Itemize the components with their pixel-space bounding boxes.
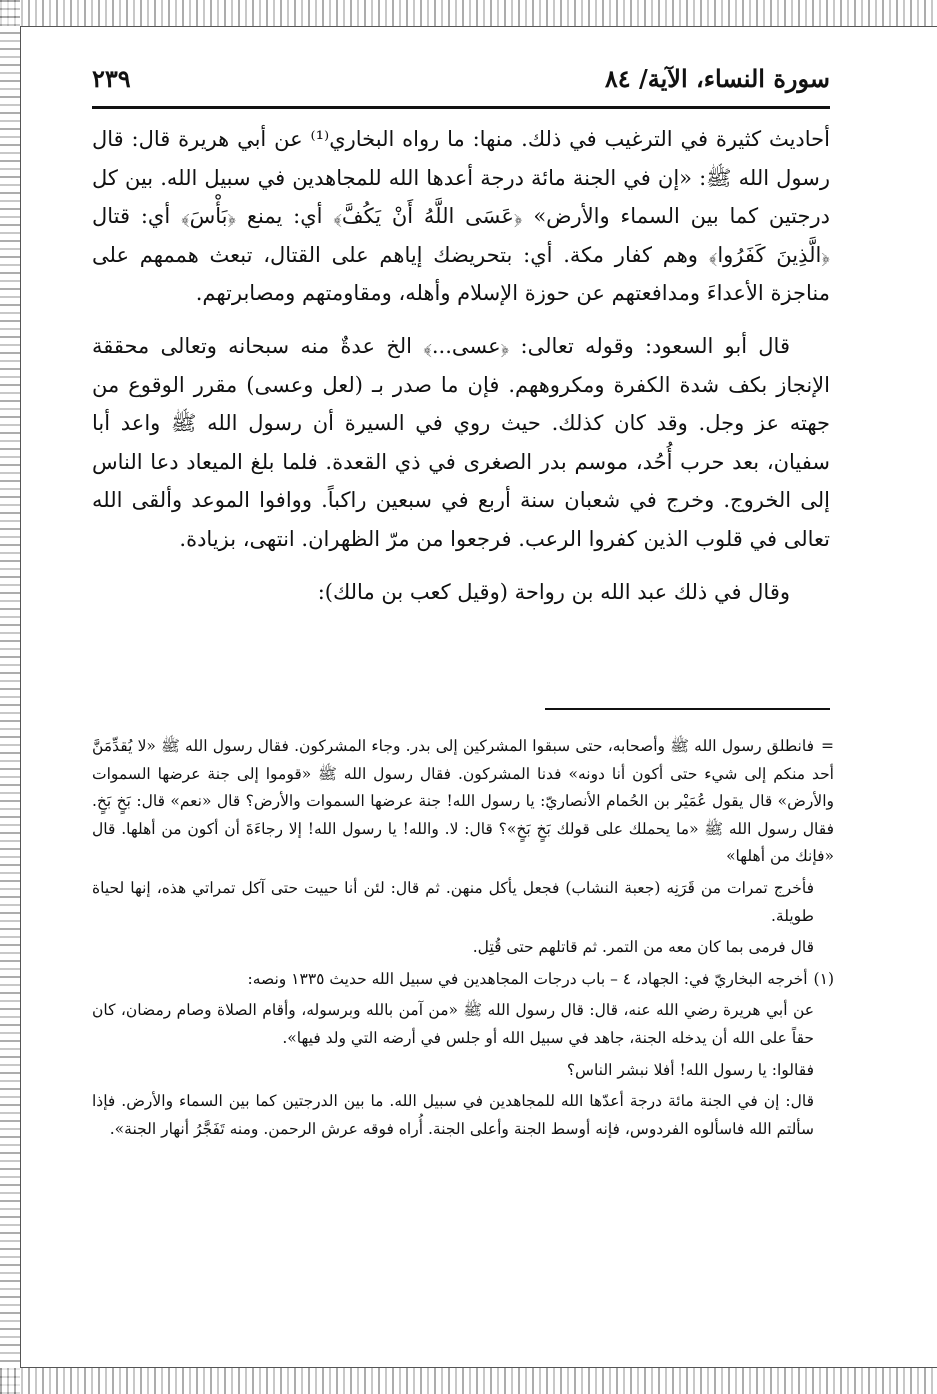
header-rule (92, 106, 830, 109)
main-text (92, 120, 830, 625)
main-paragraph: وقال في ذلك عبد الله بن رواحة (وقيل كعب بن مالك): (317, 579, 790, 604)
main-paragraph: أحاديث كثيرة في الترغيب في ذلك. منها: ما رواه البخاري⁽¹⁾ عن أبي هريرة قال: قال رسول الله ﷺ: «إن في الجنة مائة درجة أعدها الله للمجاهدين في سبيل الله. بين كل درجتين كما بين السماء والأرض» ﴿عَسَى اللَّهُ أَنْ يَكُفَّ﴾ أي: يمنع ﴿بَأْسَ﴾ أي: قتال ﴿الَّذِينَ كَفَرُوا﴾ وهم كفار مكة. أي: بتحريضك إياهم على القتال، تبعث هممهم على مناجزة الأعداءَ ومدافعتهم عن حوزة الإسلام وأهله، ومقاومتهم ومصابرتهم. (92, 127, 830, 306)
ornamental-border-left (0, 0, 20, 1394)
running-title: سورة النساء، الآية/ ٨٤ (604, 64, 830, 93)
ornamental-border-top (0, 0, 937, 26)
ornamental-border-bottom (0, 1368, 937, 1394)
footnote-separator (545, 708, 830, 710)
footnote-paragraph: قال: إن في الجنة مائة درجة أعدّها الله للمجاهدين في سبيل الله. ما بين الدرجتين كما بين السماء والأرض. فإذا سألتم الله فاسألوه الفردوس، فإنه أوسط الجنة وأعلى الجنة. أُراه فوقه عرش الرحمن. ومنه تَفَجَّرُ أنهار الجنة». (92, 1092, 814, 1138)
footnote-continuation (92, 733, 834, 871)
footnote-number: (١) (813, 969, 834, 988)
continuation-marker: = (821, 737, 834, 755)
inner-frame-line-top (20, 26, 937, 27)
main-paragraph: قال أبو السعود: وقوله تعالى: ﴿عسى...﴾ الخ عدةٌ منه سبحانه وتعالى محققة الإنجاز بكف شدة الكفرة ومكروههم. فإن ما صدر بـ (لعل وعسى) مقرر الوقوع من جهته عز وجل. وقد كان كذلك. حيث روي في السيرة أن رسول الله ﷺ واعد أبا سفيان، بعد حرب أُحُد، موسم بدر الصغرى في ذي القعدة. فلما بلغ الميعاد دعا الناس إلى الخروج. وخرج في شعبان سنة أربع في سبعين راكباً. ووافوا الموعد وألقى الله تعالى في قلوب الذين كفروا الرعب. فرجعوا من مرّ الظهران. انتهى، بزيادة. (92, 333, 830, 551)
page-header (92, 64, 830, 104)
footnote-text: فانطلق رسول الله ﷺ وأصحابه، حتى سبقوا المشركين إلى بدر. وجاء المشركون. فقال رسول الله ﷺ «لا يُقدِّمَنَّ أحد منكم إلى شيء حتى أكون أنا دونه» فدنا المشركون. فقال رسول الله ﷺ «قوموا إلى جنة عرضها السموات والأرض» قال يقول عُمَيْر بن الحُمام الأنصاريّ: يا رسول الله! جنة عرضها السموات والأرض؟ قال «نعم» قال: بَخٍ بَخٍ. فقال رسول الله ﷺ «ما يحملك على قولك بَخٍ بَخٍ»؟ قال: لا. والله! يا رسول الله! إلا رجاءَةَ أن أكون من أهلها. قال «فإنك من أهلها» (92, 737, 834, 866)
footnote-text: أخرجه البخاريّ في: الجهاد، ٤ – باب درجات المجاهدين في سبيل الله حديث ١٣٣٥ ونصه: (247, 969, 808, 988)
footnote-1 (92, 966, 834, 994)
footnote-paragraph: عن أبي هريرة رضي الله عنه، قال: قال رسول الله ﷺ «من آمن بالله وبرسوله، وأقام الصلاة وصام رمضان، كان حقاً على الله أن يدخله الجنة، جاهد في سبيل الله أو جلس في أرضه التي ولد فيها». (92, 1001, 814, 1047)
footnote-paragraph: فقالوا: يا رسول الله! أفلا نبشر الناس؟ (566, 1060, 814, 1079)
page-number: ٢٣٩ (92, 64, 131, 93)
inner-frame-line-bottom (20, 1367, 937, 1368)
footnote-paragraph: قال فرمى بما كان معه من التمر. ثم قاتلهم حتى قُتِل. (472, 938, 814, 957)
inner-frame-line-left (20, 26, 21, 1368)
footnote-paragraph: فأخرج تمرات من قَرَنِه (جعبة النشاب) فجعل يأكل منهن. ثم قال: لئن أنا حييت حتى آكل تمراتي هذه، إنها لحياة طويلة. (92, 878, 814, 925)
footnotes (92, 733, 834, 1147)
